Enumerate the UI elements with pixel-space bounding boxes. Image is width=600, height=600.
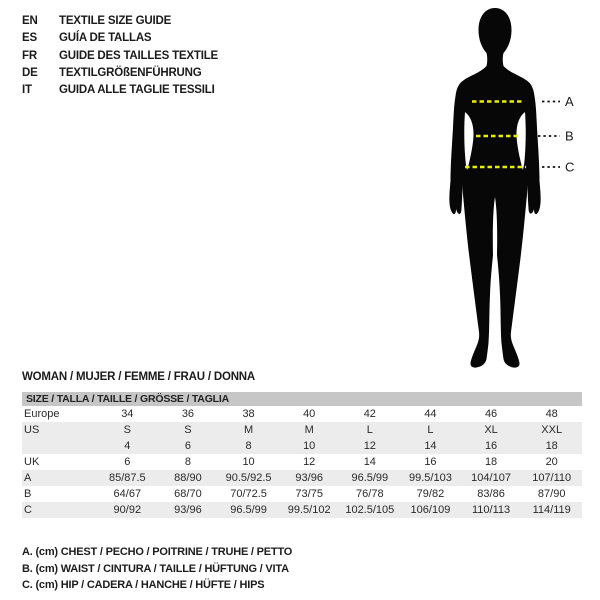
size-cell: 87/90: [537, 488, 566, 500]
table-row-waist: [22, 486, 582, 502]
size-cell: 79/82: [416, 488, 445, 500]
legend-chest: A. (cm) CHEST / PECHO / POITRINE / TRUHE / PETTO: [22, 546, 293, 558]
row-label: [22, 438, 97, 454]
size-cell: S: [184, 424, 192, 436]
size-cell: 14: [424, 440, 437, 452]
size-cell: 44: [424, 408, 437, 420]
size-cell: 20: [545, 456, 558, 468]
table-row-chest: [22, 470, 582, 486]
size-cell: XXL: [541, 424, 563, 436]
size-cell: 18: [545, 440, 558, 452]
language-list: [22, 13, 218, 99]
size-table-header: SIZE / TALLA / TAILLE / GRÖSSE / TAGLIA: [22, 392, 582, 406]
size-cell: 34: [121, 408, 134, 420]
language-code: IT: [22, 84, 32, 97]
size-cell: 8: [184, 456, 191, 468]
size-cell: 96.5/99: [351, 472, 389, 484]
size-cell: 110/113: [471, 504, 511, 516]
size-cell: 114/119: [532, 504, 571, 516]
size-cell: 76/78: [356, 488, 384, 500]
size-cell: 18: [484, 456, 498, 468]
size-cell: 106/109: [410, 504, 451, 516]
row-label: B: [24, 488, 32, 500]
size-cell: XL: [484, 424, 498, 436]
size-cell: 4: [124, 440, 131, 452]
marker-label-c: C: [565, 159, 575, 175]
size-cell: 88/90: [174, 472, 202, 484]
size-cell: L: [366, 424, 373, 436]
size-cell: 90.5/92.5: [225, 472, 272, 484]
language-label: GUIDA ALLE TAGLIE TESSILI: [59, 84, 215, 97]
language-row-it: [22, 82, 218, 99]
size-cell: 16: [484, 440, 498, 452]
size-cell: M: [243, 424, 254, 436]
size-cell: 16: [424, 456, 437, 468]
row-label: UK: [24, 456, 40, 468]
language-label: TEXTILGRÖßENFÜHRUNG: [59, 66, 202, 79]
language-code: FR: [22, 49, 37, 62]
language-code: EN: [22, 15, 38, 27]
legend-hip: C. (cm) HIP / CADERA / HANCHE / HÜFTE / HIPS: [22, 579, 265, 592]
size-cell: 70/72.5: [230, 488, 267, 500]
row-label: C: [24, 504, 32, 516]
row-label: A: [24, 472, 32, 484]
language-label: TEXTILE SIZE GUIDE: [59, 15, 172, 27]
size-cell: 90/92: [113, 504, 142, 516]
language-code: ES: [22, 32, 37, 45]
size-cell: 99.5/102: [287, 504, 331, 516]
language-row-fr: [22, 48, 218, 65]
marker-label-b: B: [565, 128, 574, 144]
size-cell: S: [123, 424, 131, 436]
size-cell: 93/96: [174, 504, 202, 516]
size-cell: 12: [363, 440, 376, 452]
measurement-legend: [22, 544, 292, 594]
size-table: [22, 392, 582, 518]
size-cell: 12: [303, 456, 316, 468]
table-row-hip: [22, 502, 582, 518]
language-row-es: [22, 30, 218, 47]
size-cell: 42: [363, 408, 376, 420]
size-cell: 38: [242, 408, 255, 420]
table-row-europe: [22, 406, 582, 422]
size-cell: 10: [242, 456, 255, 468]
language-row-en: [22, 13, 218, 30]
size-cell: 73/75: [295, 488, 323, 500]
size-cell: 85/87.5: [108, 472, 146, 484]
table-row-us-letters: [22, 422, 582, 438]
language-label: GUÍA DE TALLAS: [59, 32, 152, 45]
section-title: WOMAN / MUJER / FEMME / FRAU / DONNA: [22, 371, 256, 383]
table-row-uk: [22, 454, 582, 470]
size-cell: 14: [363, 456, 376, 468]
size-cell: 6: [184, 440, 191, 452]
size-cell: 46: [484, 408, 498, 420]
marker-label-a: A: [565, 94, 574, 109]
size-cell: 102.5/105: [345, 504, 395, 516]
size-cell: 40: [303, 408, 316, 420]
size-cell: 48: [545, 408, 558, 420]
size-cell: 68/70: [174, 488, 202, 500]
measurement-figure: [420, 0, 600, 375]
size-cell: 64/67: [113, 488, 142, 500]
row-label: Europe: [24, 408, 60, 420]
row-label: US: [24, 424, 40, 436]
language-row-de: [22, 65, 218, 82]
size-cell: 83/86: [477, 488, 505, 500]
size-cell: L: [427, 424, 434, 436]
size-cell: M: [304, 424, 314, 436]
size-cell: 36: [181, 408, 195, 420]
size-cell: 6: [124, 456, 131, 468]
size-cell: 104/107: [471, 472, 511, 484]
size-cell: 99.5/103: [409, 472, 452, 484]
size-cell: 96.5/99: [230, 504, 267, 516]
language-label: GUIDE DES TAILLES TEXTILE: [59, 49, 218, 62]
size-cell: 8: [245, 440, 252, 452]
size-cell: 10: [303, 440, 316, 452]
legend-waist: B. (cm) WAIST / CINTURA / TAILLE / HÜFTUNG / VITA: [22, 562, 289, 575]
size-cell: 93/96: [295, 472, 323, 484]
table-row-us-numbers: [22, 438, 582, 454]
size-cell: 107/110: [532, 472, 572, 484]
language-code: DE: [22, 66, 38, 79]
woman-silhouette-icon: [449, 8, 540, 368]
